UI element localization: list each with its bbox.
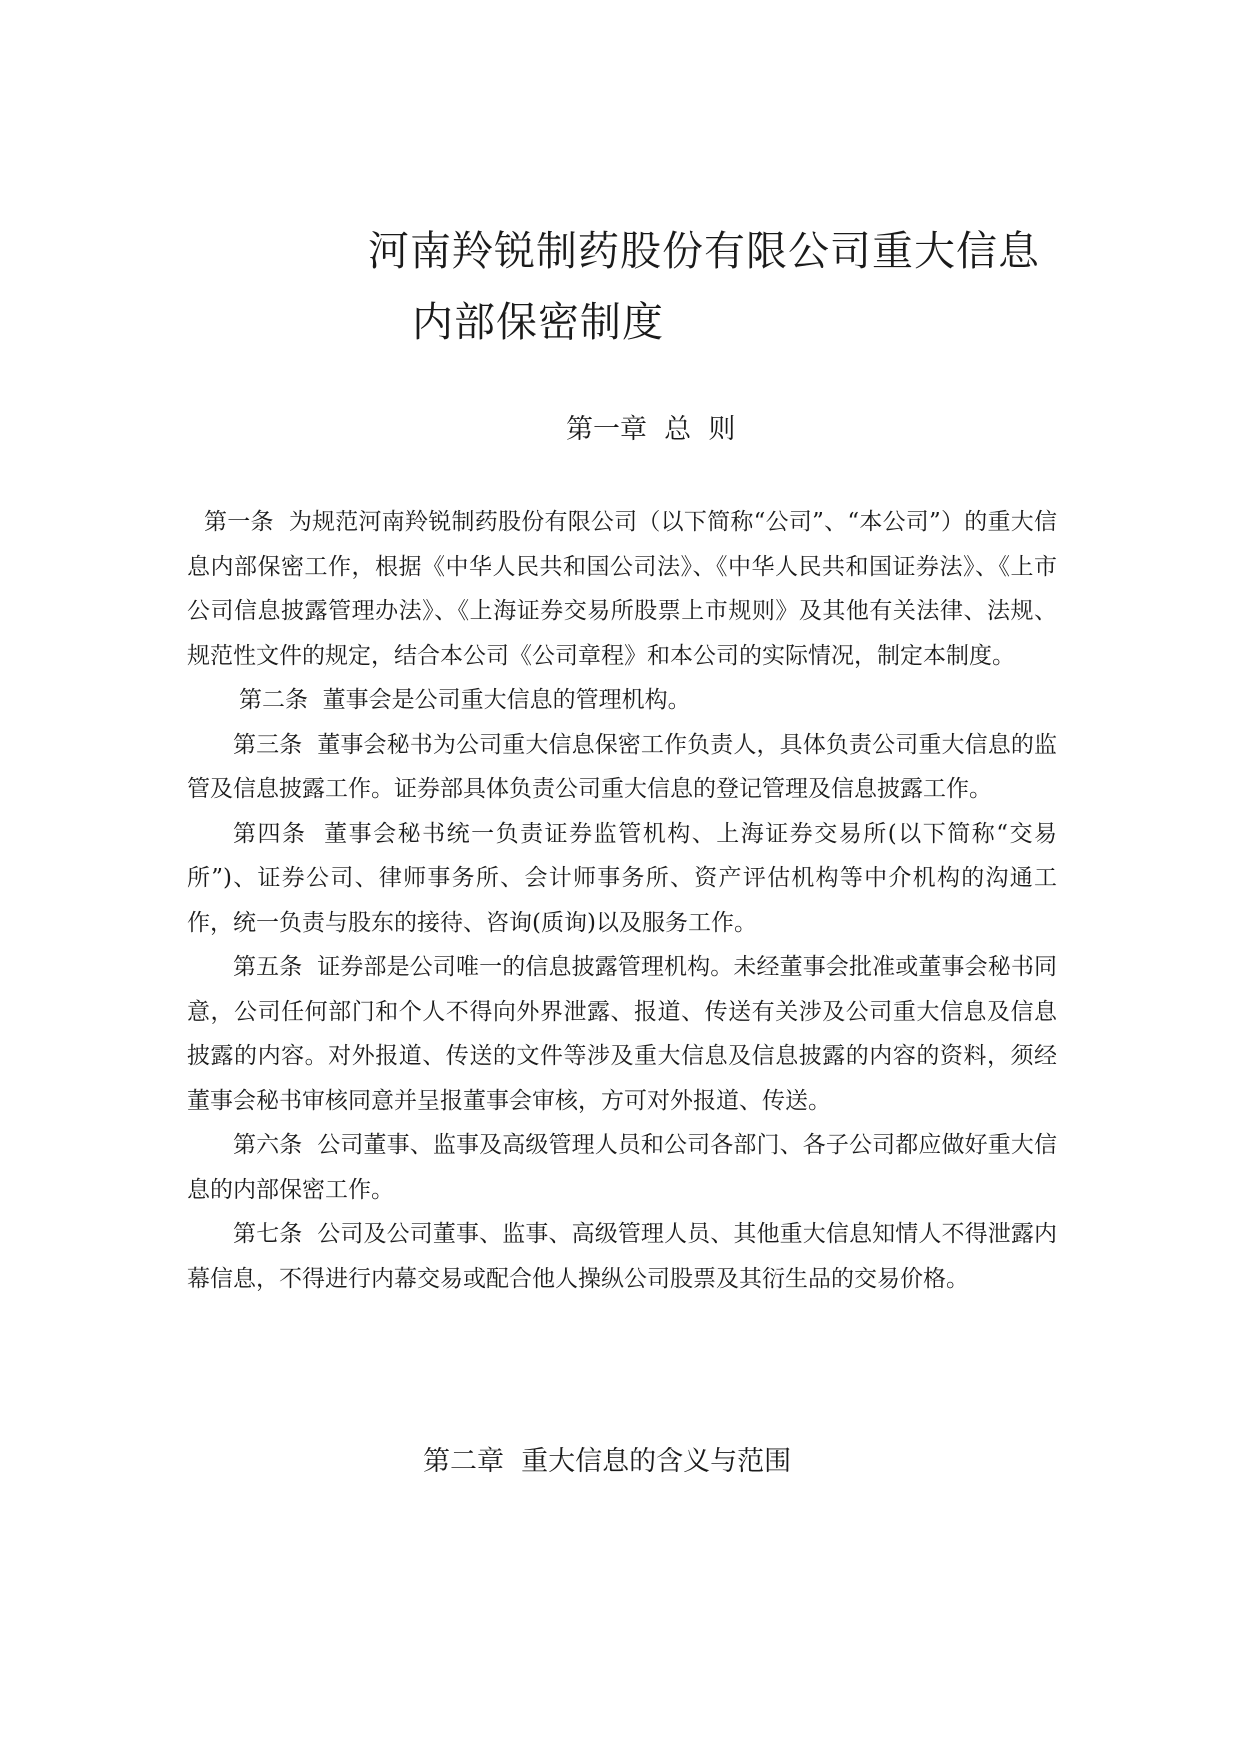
article-2: 第二条 董事会是公司重大信息的管理机构。 [239,687,691,713]
article-4: 第四条 董事会秘书统一负责证券监管机构、上海证券交易所(以下简称“交易所”)、证券公司、律师事务所、会计师事务所、资产评估机构等中介机构的沟通工作，统一负责与股东的接待、咨询(质询)以及服务工作。 [187,820,1057,936]
chapter-2-heading: 第二章 重大信息的含义与范围 [423,1446,792,1477]
document-title-line-2: 内部保密制度 [412,298,664,346]
article-7: 第七条 公司及公司董事、监事、高级管理人员、其他重大信息知情人不得泄露内幕信息，不得进行内幕交易或配合他人操纵公司股票及其衍生品的交易价格。 [187,1221,1057,1292]
document-body [187,500,1057,1301]
document-title-line-1: 河南羚锐制药股份有限公司重大信息 [368,227,1040,275]
article-1: 第一条 为规范河南羚锐制药股份有限公司（以下简称“公司”、“本公司”）的重大信息内部保密工作，根据《中华人民共和国公司法》、《中华人民共和国证券法》、《上市公司信息披露管理办法》、《上海证券交易所股票上市规则》及其他有关法律、法规、规范性文件的规定，结合本公司《公司章程》和本公司的实际情况，制定本制度。 [187,509,1057,669]
chapter-1-heading: 第一章 总 则 [566,414,736,445]
article-3: 第三条 董事会秘书为公司重大信息保密工作负责人，具体负责公司重大信息的监管及信息披露工作。证券部具体负责公司重大信息的登记管理及信息披露工作。 [187,731,1057,802]
article-6: 第六条 公司董事、监事及高级管理人员和公司各部门、各子公司都应做好重大信息的内部保密工作。 [187,1132,1057,1203]
article-5: 第五条 证券部是公司唯一的信息披露管理机构。未经董事会批准或董事会秘书同意，公司任何部门和个人不得向外界泄露、报道、传送有关涉及公司重大信息及信息披露的内容。对外报道、传送的文件等涉及重大信息及信息披露的内容的资料，须经董事会秘书审核同意并呈报董事会审核，方可对外报道、传送。 [187,954,1057,1114]
